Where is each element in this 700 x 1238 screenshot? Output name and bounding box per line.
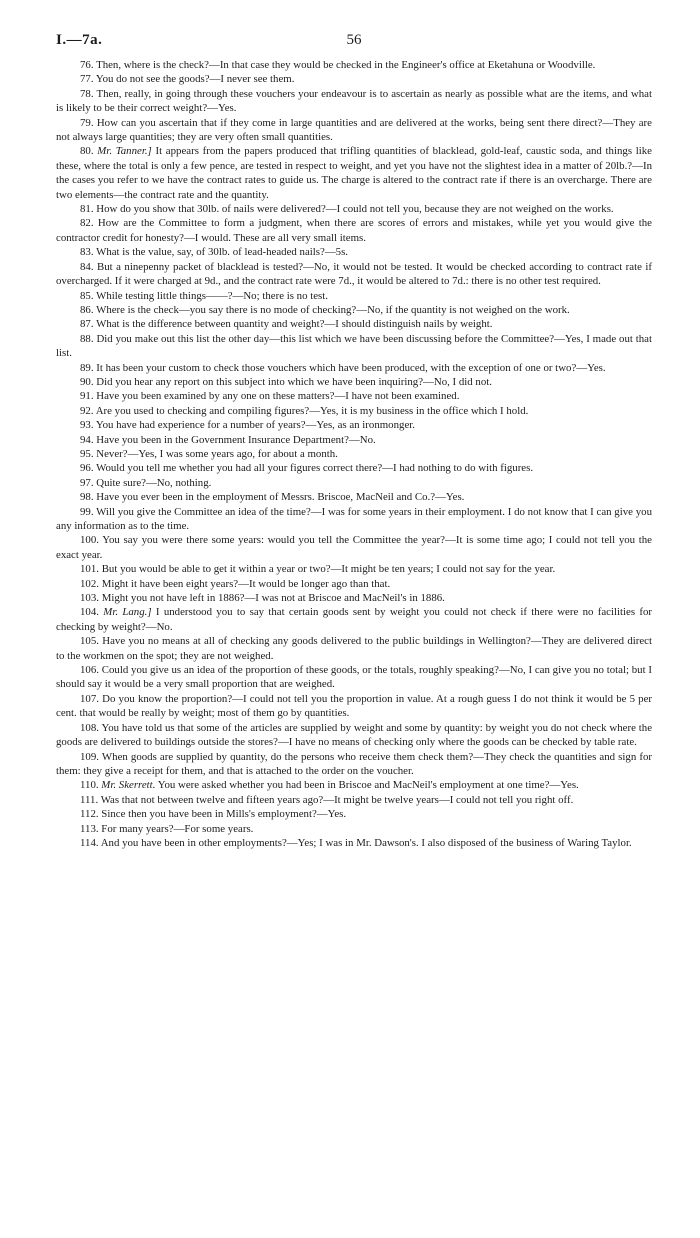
question-number: 84.	[80, 260, 94, 273]
question-number: 101.	[80, 563, 99, 576]
question-answer-text: It appears from the papers produced that trifling quantities of blacklead, gold-leaf, caustic soda, and things like these, where the total is only a few pence, are tested in respect to weight, and yet you have not the slightest idea in a matter of 20lb.?—In the cases you refer to we have the contract rates to guide us. The charge is altered to the contract rate if there is an overcharge. There are two elements—the contract rate and the quantity.	[56, 145, 653, 201]
document-reference: I.—7a.	[56, 32, 103, 48]
question-answer-text: Quite sure?—No, nothing.	[96, 476, 212, 489]
question-answer-text: You have told us that some of the articles are supplied by weight and some by quantity: by weight you do not check where the goods are delivered to buildings outside the stores?—I have no means of checking only where the goods can be checked by table rate.	[56, 721, 653, 749]
question-answer-text: Would you tell me whether you had all your figures correct there?—I had nothing to do with figures.	[96, 462, 534, 475]
testimony-entry	[56, 750, 652, 779]
testimony-entry	[56, 361, 652, 375]
testimony-entry	[56, 418, 652, 432]
page-header	[56, 32, 652, 52]
question-number: 114.	[80, 836, 99, 849]
testimony-entry	[56, 490, 652, 504]
testimony-entry	[56, 692, 652, 721]
testimony-entry	[56, 634, 652, 663]
testimony-entry	[56, 116, 652, 145]
question-answer-text: Might it have been eight years?—It would be longer ago than that.	[101, 577, 391, 590]
question-number: 76.	[80, 59, 94, 71]
question-answer-text: And you have been in other employments?—Yes; I was in Mr. Dawson's. I also disposed of the business of Waring Taylor.	[100, 836, 632, 849]
testimony-entry	[56, 476, 652, 490]
question-number: 90.	[80, 375, 94, 388]
question-number: 88.	[80, 332, 94, 345]
question-answer-text: You were asked whether you had been in Briscoe and MacNeil's employment at one time?—Yes.	[157, 779, 579, 792]
testimony-entry	[56, 58, 652, 72]
question-answer-text: What is the difference between quantity and weight?—I should distinguish nails by weight.	[96, 318, 493, 331]
question-answer-text: Then, where is the check?—In that case they would be checked in the Engineer's office at Eketahuna or Woodville.	[96, 59, 596, 71]
question-number: 110.	[80, 779, 99, 792]
question-number: 103.	[80, 592, 99, 605]
question-answer-text: Was that not between twelve and fifteen years ago?—It might be twelve years—I could not tell you right off.	[100, 793, 574, 806]
testimony-entry	[56, 562, 652, 576]
question-number: 79.	[80, 116, 94, 129]
testimony-entry	[56, 245, 652, 259]
testimony-entry	[56, 332, 652, 361]
testimony-entry	[56, 433, 652, 447]
testimony-entry	[56, 447, 652, 461]
question-number: 113.	[80, 822, 99, 835]
testimony-entry	[56, 836, 652, 850]
question-number: 111.	[80, 793, 99, 806]
question-number: 97.	[80, 476, 94, 489]
question-answer-text: You have had experience for a number of years?—Yes, as an ironmonger.	[95, 419, 415, 432]
question-number: 98.	[80, 491, 94, 504]
question-answer-text: Are you used to checking and compiling figures?—Yes, it is my business in the office which I hold.	[95, 404, 529, 417]
question-number: 93.	[80, 419, 94, 432]
testimony-body	[56, 58, 652, 850]
question-number: 91.	[80, 390, 94, 403]
question-number: 106.	[80, 664, 99, 677]
testimony-entry	[56, 289, 652, 303]
question-answer-text: You do not see the goods?—I never see them.	[95, 73, 295, 86]
question-number: 92.	[80, 404, 94, 417]
question-answer-text: When goods are supplied by quantity, do the persons who receive them check them?—They check the quantities and sign for them: they give a receipt for them, and that is attached to the order on the voucher.	[56, 750, 653, 777]
question-number: 85.	[80, 289, 94, 302]
testimony-entry	[56, 389, 652, 403]
question-number: 78.	[80, 87, 94, 100]
question-number: 105.	[80, 635, 99, 648]
question-answer-text: What is the value, say, of 30lb. of lead-headed nails?—5s.	[96, 246, 349, 259]
testimony-entry	[56, 807, 652, 821]
testimony-entry	[56, 87, 652, 116]
testimony-entry	[56, 260, 652, 289]
question-answer-text: It has been your custom to check those vouchers which have been produced, with the exception of one or two?—Yes.	[96, 361, 606, 374]
testimony-entry	[56, 461, 652, 475]
question-number: 80.	[80, 145, 94, 158]
question-answer-text: Have you been in the Government Insurance Department?—No.	[96, 433, 376, 446]
question-answer-text: Might you not have left in 1886?—I was not at Briscoe and MacNeil's in 1886.	[101, 592, 445, 605]
question-answer-text: Could you give us an idea of the proportion of these goods, or the totals, roughly speaking?—No, I can give you no total; but I should say it would be a very small proportion that are weighed.	[56, 664, 652, 691]
testimony-entry	[56, 505, 652, 534]
question-answer-text: Have you ever been in the employment of Messrs. Briscoe, MacNeil and Co.?—Yes.	[96, 491, 465, 504]
testimony-entry	[56, 577, 652, 591]
question-answer-text: How can you ascertain that if they come in large quantities and are delivered at the works, being sent there direct?—They are not always large quantities; they are very often small quantities.	[56, 116, 652, 144]
question-answer-text: You say you were there some years: would you tell the Committee the year?—It is some time ago; I could not tell you the exact year.	[56, 534, 652, 561]
question-number: 81.	[80, 203, 94, 216]
testimony-entry	[56, 533, 652, 562]
question-answer-text: But a ninepenny packet of blacklead is tested?—No, it would not be tested. It would be checked according to contract rate if overcharged. If it were charged at 9d., and the contract rate were 7d., it would be altered to 7d.: there is no other test required.	[56, 260, 652, 288]
testimony-entry	[56, 303, 652, 317]
question-number: 95.	[80, 447, 94, 460]
testimony-entry	[56, 778, 652, 792]
testimony-entry	[56, 663, 652, 692]
question-number: 86.	[80, 303, 94, 316]
question-number: 108.	[80, 721, 99, 734]
question-number: 99.	[80, 505, 94, 518]
question-answer-text: Never?—Yes, I was some years ago, for about a month.	[96, 447, 338, 460]
testimony-entry	[56, 202, 652, 216]
question-answer-text: I understood you to say that certain goods sent by weight you could not check if there were no facilities for checking by weight?—No.	[56, 606, 653, 633]
question-number: 104.	[80, 606, 99, 619]
question-number: 87.	[80, 318, 94, 331]
testimony-entry	[56, 144, 652, 202]
question-number: 100.	[80, 534, 99, 547]
testimony-entry	[56, 605, 652, 634]
question-number: 107.	[80, 692, 99, 705]
question-number: 109.	[80, 750, 99, 763]
page-number: 56	[346, 32, 362, 48]
testimony-entry	[56, 793, 652, 807]
testimony-entry	[56, 375, 652, 389]
question-answer-text: But you would be able to get it within a year or two?—It might be ten years; I could not say for the year.	[101, 563, 556, 576]
question-answer-text: Have you been examined by any one on these matters?—I have not been examined.	[96, 390, 460, 403]
testimony-entry	[56, 317, 652, 331]
question-number: 94.	[80, 433, 94, 446]
question-number: 77.	[80, 73, 94, 86]
testimony-entry	[56, 721, 652, 750]
speaker-name: Mr. Skerrett.	[101, 779, 156, 792]
question-number: 82.	[80, 217, 94, 230]
testimony-entry	[56, 216, 652, 245]
speaker-name: Mr. Lang.]	[103, 606, 152, 619]
testimony-entry	[56, 822, 652, 836]
question-answer-text: Do you know the proportion?—I could not tell you the proportion in value. At a rough guess I do not think it would be 5 per cent. that would be really by weight; most of them go by quantities.	[56, 692, 652, 720]
question-answer-text: Then, really, in going through these vouchers your endeavour is to ascertain as nearly as possible what are the items, and what is likely to be their correct weight?—Yes.	[56, 87, 652, 115]
question-answer-text: Have you no means at all of checking any goods delivered to the public buildings in Wellington?—They are delivered direct to the workmen on the spot; they are not weighed.	[56, 635, 653, 662]
question-answer-text: Since then you have been in Mills's employment?—Yes.	[101, 808, 347, 821]
question-number: 96.	[80, 462, 94, 475]
testimony-entry	[56, 591, 652, 605]
testimony-entry	[56, 72, 652, 86]
question-answer-text: Did you hear any report on this subject into which we have been inquiring?—No, I did not.	[96, 375, 492, 388]
question-number: 102.	[80, 577, 99, 590]
question-answer-text: How do you show that 30lb. of nails were delivered?—I could not tell you, because they are not weighed on the works.	[96, 203, 614, 216]
question-answer-text: How are the Committee to form a judgment, when there are scores of errors and mistakes, while yet you would give the contractor credit for honesty?—I would. These are all very small items.	[56, 217, 652, 244]
testimony-entry	[56, 404, 652, 418]
question-answer-text: Where is the check—you say there is no mode of checking?—No, if the quantity is not weighed on the work.	[96, 303, 570, 316]
question-answer-text: While testing little things——?—No; there is no test.	[96, 289, 328, 302]
speaker-name: Mr. Tanner.]	[97, 145, 152, 158]
question-number: 89.	[80, 361, 94, 374]
question-answer-text: For many years?—For some years.	[101, 822, 254, 835]
question-answer-text: Will you give the Committee an idea of the time?—I was for some years in their employment. I do not know that I can give you any information as to the time.	[56, 505, 652, 532]
question-number: 112.	[80, 808, 99, 821]
question-number: 83.	[80, 246, 94, 259]
question-answer-text: Did you make out this list the other day—this list which we have been discussing before the Committee?—Yes, I made out that list.	[56, 332, 653, 360]
